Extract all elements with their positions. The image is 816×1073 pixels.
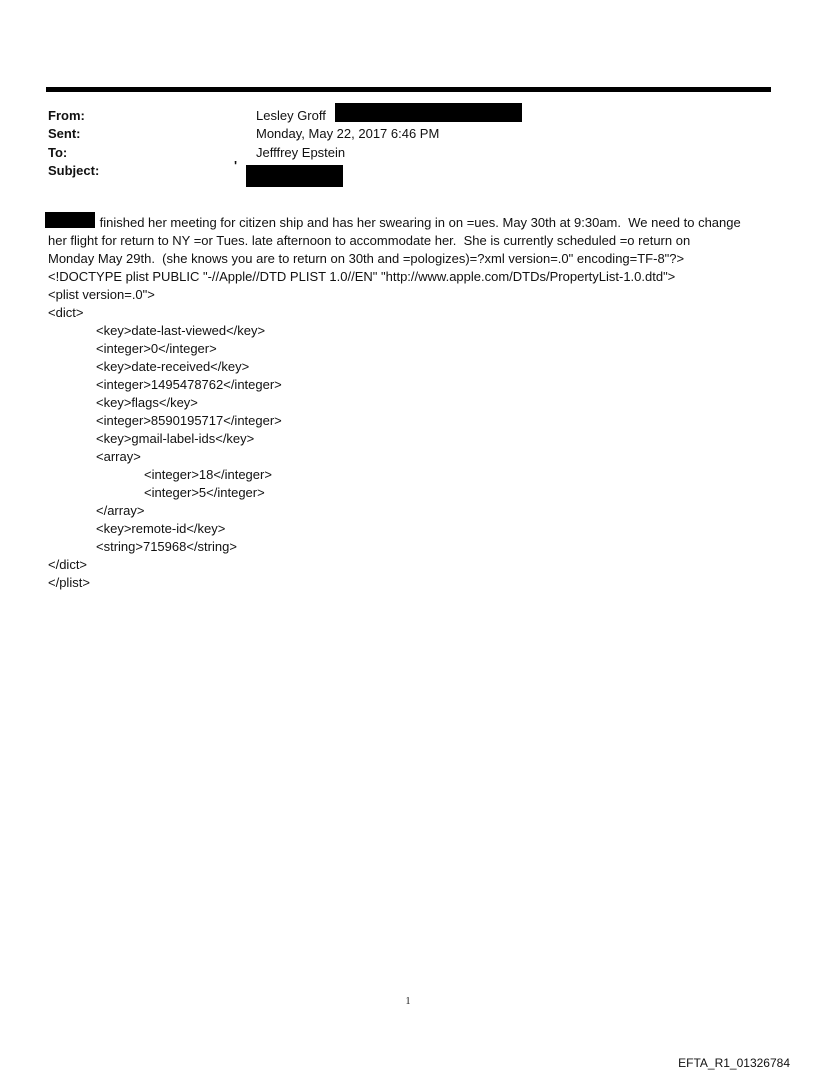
body-line-14: <array> [96,449,141,464]
sent-value: Monday, May 22, 2017 6:46 PM [256,126,440,141]
to-label: To: [48,145,68,160]
email-body [48,214,773,592]
to-value: Jefffrey Epstein [256,145,346,160]
body-line-15: <integer>18</integer> [144,467,272,482]
document-id: EFTA_R1_01326784 [678,1056,790,1070]
subject-label: Subject: [48,163,100,178]
body-line-5: <plist version=.0"> [48,287,155,302]
header-rule [46,87,771,92]
body-line-3: Monday May 29th. (she knows you are to return on 30th and =pologizes)=?xml version=.0" encoding=TF-8"?> [48,251,685,266]
sent-label: Sent: [48,126,81,141]
body-line-17: </array> [96,503,145,518]
redaction-from-email [335,103,522,122]
body-line-11: <key>flags</key> [96,395,198,410]
body-line-21: </plist> [48,575,90,590]
body-line-16: <integer>5</integer> [144,485,265,500]
body-line-18: <key>remote-id</key> [96,521,226,536]
body-line-12: <integer>8590195717</integer> [96,413,282,428]
body-line-13: <key>gmail-label-ids</key> [96,431,255,446]
body-line-2: her flight for return to NY =or Tues. late afternoon to accommodate her. She is currently scheduled =o return on [48,233,691,248]
from-label: From: [48,108,85,123]
body-line-6: <dict> [48,305,84,320]
body-line-20: </dict> [48,557,88,572]
redaction-subject [246,165,343,187]
from-value: Lesley Groff [256,108,326,123]
body-line-7: <key>date-last-viewed</key> [96,323,266,338]
body-line-8: <integer>0</integer> [96,341,217,356]
page-number: 1 [405,996,411,1007]
body-line-1: finished her meeting for citizen ship and has her swearing in on =ues. May 30th at 9:30am. We need to change [96,215,741,230]
body-line-10: <integer>1495478762</integer> [96,377,282,392]
body-line-4: <!DOCTYPE plist PUBLIC "-//Apple//DTD PLIST 1.0//EN" "http://www.apple.com/DTDs/PropertyList-1.0.dtd"> [48,269,676,284]
body-line-9: <key>date-received</key> [96,359,250,374]
body-line-19: <string>715968</string> [96,539,237,554]
subject-mark: ' [234,158,238,173]
